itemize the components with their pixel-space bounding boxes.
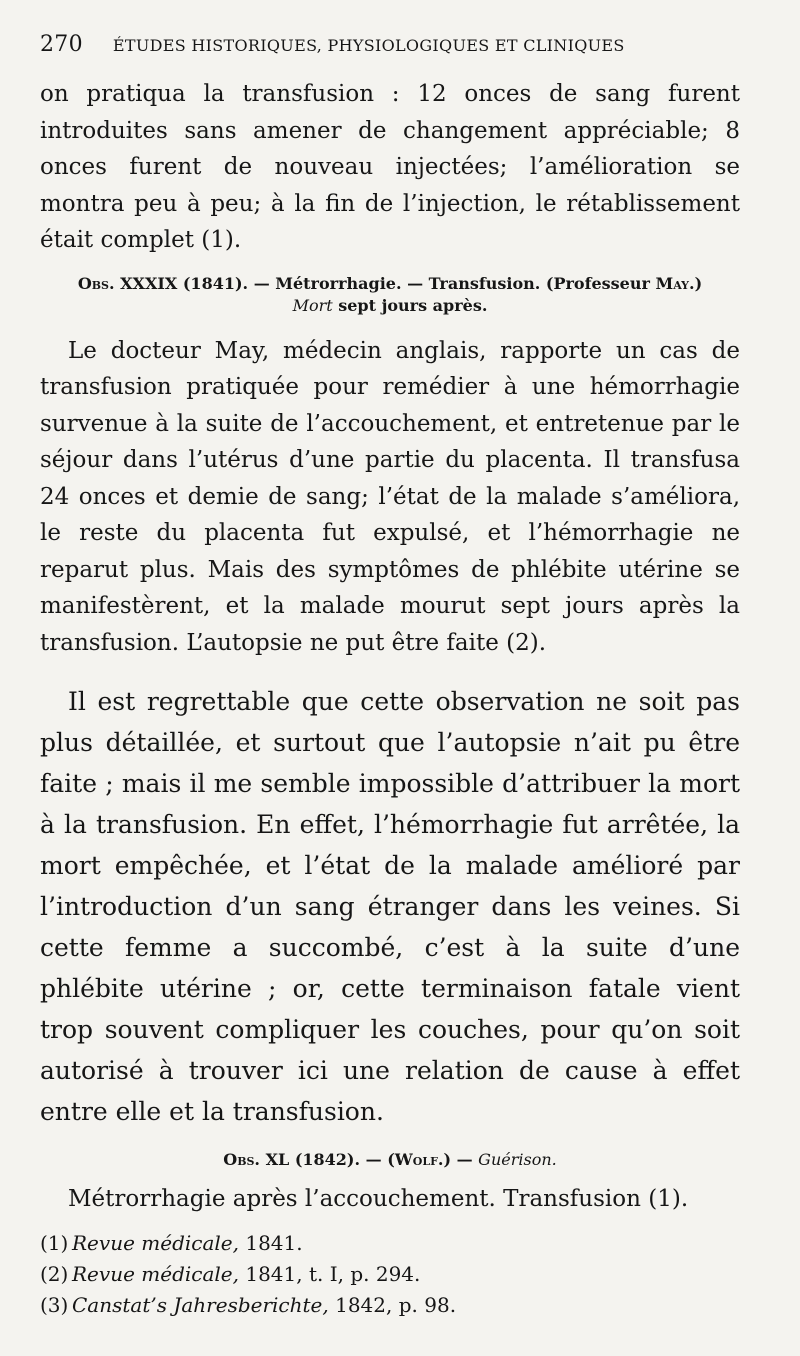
paragraph-may-case <box>40 333 740 662</box>
footnote-detail: 1842, p. 98. <box>335 1293 457 1317</box>
observation-title <box>40 1182 740 1216</box>
paragraph-end: . <box>538 629 547 656</box>
footnote-source: Canstat’s Jahresberichte, <box>72 1293 329 1317</box>
footnotes <box>40 1228 740 1321</box>
footnote-mark: (2) <box>40 1262 69 1286</box>
footnote-source: Revue médicale, <box>72 1262 239 1286</box>
observation-outcome-detail: sept jours après. <box>338 295 488 315</box>
footnote-detail: 1841. <box>245 1231 303 1255</box>
observation-summary: — Métrorrhagie. — Transfusion. (Professeur <box>253 273 650 293</box>
footnote <box>40 1228 740 1259</box>
footnote-ref: (1) <box>648 1186 681 1212</box>
footnote-ref: (1) <box>201 227 234 253</box>
paragraph-end: . <box>680 1186 689 1212</box>
footnote <box>40 1259 740 1290</box>
observation-year: (1841). <box>182 273 249 293</box>
observation-title-text: Métrorrhagie après l’accouchement. Transfusion <box>68 1186 641 1212</box>
running-head <box>40 32 740 66</box>
observation-label: Obs. XXXIX <box>77 273 178 293</box>
observation-author: — (Wolf.) — <box>365 1150 473 1169</box>
footnote <box>40 1290 740 1321</box>
observation-heading-xxxix <box>40 273 740 317</box>
footnote-detail: 1841, t. I, p. 294. <box>245 1262 421 1286</box>
footnote-ref: (2) <box>506 629 539 656</box>
footnote-mark: (3) <box>40 1293 69 1317</box>
paragraph-continuation <box>40 76 740 259</box>
paragraph-commentary: Il est regrettable que cette observation ne soit pas plus détaillée, et surtout que l’autopsie n’ait pu être faite ; mais il me semble impossible d’attribuer la mort à la transfusion. En effet, l’hémorrhagie fut arrêtée, la mort empêchée, et l’état de la malade amélioré par l’introduction d’un sang étranger dans les veines. Si cette femme a succombé, c’est à la suite d’une phlébite utérine ; or, cette terminaison fatale vient trop souvent compliquer les couches, pour qu’on soit autorisé à trouver ici une relation de cause à effet entre elle et la transfusion. <box>40 687 740 1126</box>
page-number: 270 <box>40 32 83 57</box>
observation-professor: May.) <box>655 273 703 293</box>
paragraph-text: on pratiqua la transfusion : 12 onces de sang furent introduites sans amener de changement appréciable; 8 onces furent de nouveau injectées; l’amélioration se montra peu à peu; à la fin de l’injection, le rétablissement était complet <box>40 81 740 253</box>
paragraph-text: Le docteur May, médecin anglais, rapporte un cas de transfusion pratiquée pour remédier à une hémorrhagie survenue à la suite de l’accouchement, et entretenue par le séjour dans l’utérus d’une partie du placenta. Il transfusa 24 onces et demie de sang; l’état de la malade s’améliora, le reste du placenta fut expulsé, et l’hémorrhagie ne reparut plus. Mais des symptômes de phlébite utérine se manifestèrent, et la malade mourut sept jours après la transfusion. L’autopsie ne put être faite <box>40 337 740 656</box>
paragraph-end: . <box>233 227 242 253</box>
observation-heading-xl <box>40 1148 740 1172</box>
observation-outcome: Mort <box>292 295 333 315</box>
footnote-source: Revue médicale, <box>72 1231 239 1255</box>
observation-label: Obs. XL <box>223 1150 290 1169</box>
observation-outcome: Guérison. <box>478 1150 557 1169</box>
footnote-mark: (1) <box>40 1231 69 1255</box>
running-title: ÉTUDES HISTORIQUES, PHYSIOLOGIQUES ET CLINIQUES <box>112 36 625 55</box>
document-page <box>40 32 740 1321</box>
observation-year: (1842). <box>294 1150 361 1169</box>
